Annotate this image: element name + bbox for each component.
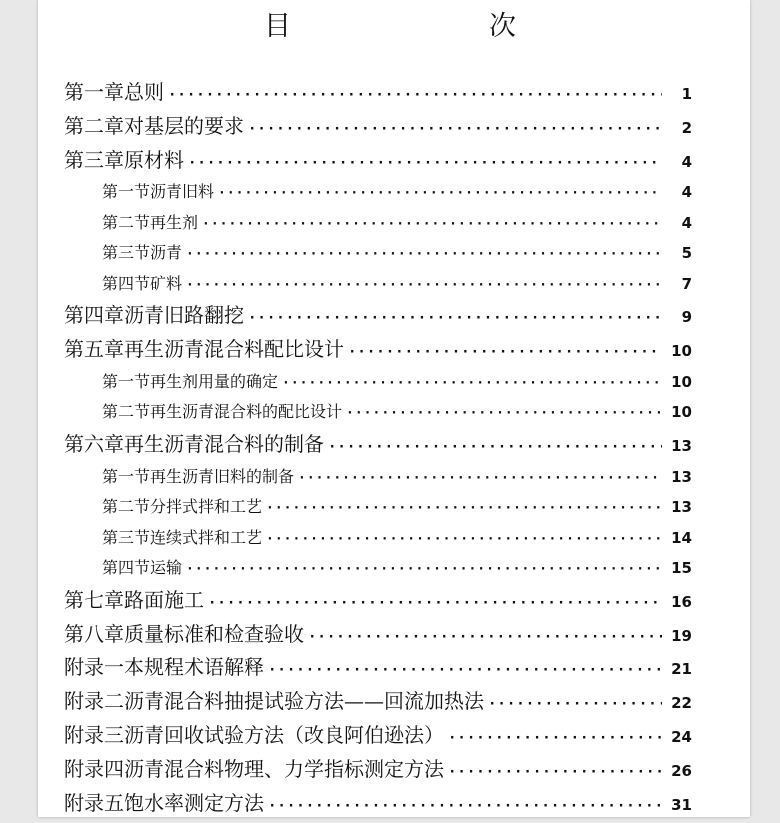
dot-leader [346,399,662,430]
toc-entry-label: 再生沥青混合料配比设计 [124,337,344,362]
dot-leader [348,336,662,370]
toc-entry-label: 饱水率测定方法 [124,790,264,815]
toc-entry-label: 质量标准和检查验收 [124,621,304,646]
toc-entry-label: 沥青旧路翻挖 [124,303,244,328]
dot-leader [208,587,662,621]
toc-entry-page-number: 22 [671,694,692,713]
toc-entry-page-number: 15 [671,559,692,578]
toc-entry-label: 沥青混合料物理、力学指标测定方法 [124,756,444,781]
toc-entry-number: 第六章 [64,431,124,456]
toc-entry[interactable] [64,110,692,144]
dot-leader [488,688,662,722]
toc-entry-number: 第三章 [64,147,124,172]
toc-entry[interactable] [64,208,692,239]
dot-leader [202,210,662,241]
toc-entry-number: 第七章 [64,587,124,612]
dot-leader [328,431,662,465]
toc-entry-label: 再生沥青旧料的制备 [150,466,295,486]
toc-entry[interactable] [64,492,692,523]
toc-entry-number: 附录一 [64,655,124,680]
toc-entry-label: 原材料 [124,147,184,172]
toc-entry-number: 附录五 [64,790,124,815]
dot-leader [188,147,662,181]
dot-leader [448,756,662,790]
toc-entry-page-number: 13 [671,436,692,455]
toc-entry[interactable] [64,651,692,685]
toc-entry[interactable] [64,269,692,300]
toc-entry-number: 第二节 [102,212,151,232]
toc-entry-label: 再生剂 [150,212,199,232]
toc-entry-number: 第一节 [102,182,151,202]
toc-entry-number: 第一章 [64,80,124,104]
toc-entry-number: 第三节 [102,527,151,547]
toc-entry-number: 附录三 [64,722,124,747]
dot-leader [266,494,662,525]
toc-entry[interactable] [64,553,692,584]
toc-entry[interactable] [64,428,692,462]
toc-entry-label: 沥青 [150,243,183,263]
toc-entry-page-number: 31 [671,795,692,814]
toc-entry[interactable] [64,76,692,110]
toc-entry[interactable] [64,618,692,652]
toc-entry-number: 第八章 [64,621,124,646]
toc-entry[interactable] [64,299,692,333]
toc-entry-number: 第二节 [102,497,151,517]
toc-entry-number: 第三节 [102,243,151,263]
dot-leader [268,654,662,688]
toc-entry-page-number: 21 [671,660,692,679]
dot-leader [248,302,662,336]
toc-entry[interactable] [64,719,692,753]
toc-entry-label: 对基层的要求 [124,113,244,138]
toc-entry-page-number: 4 [681,183,692,202]
dot-leader [298,464,662,495]
toc-entry-page-number: 26 [671,761,692,780]
toc-entry[interactable] [64,333,692,367]
toc-entry-number: 附录四 [64,756,124,781]
toc-entry[interactable] [64,397,692,428]
dot-leader [266,525,662,556]
toc-entry-page-number: 10 [671,403,692,422]
toc-entry[interactable] [64,685,692,719]
dot-leader [186,240,662,271]
toc-entry-page-number: 9 [681,308,692,327]
toc-entry-number: 第四节 [102,558,151,578]
toc-entry-page-number: 13 [671,467,692,486]
toc-entry-number: 第四节 [102,273,151,293]
dot-leader [308,621,662,655]
toc-entry-page-number: 7 [681,274,692,293]
dot-leader [168,79,662,113]
toc-entry[interactable] [64,787,692,821]
toc-entry-label: 再生剂用量的确定 [150,371,279,391]
toc-entry[interactable] [64,367,692,398]
toc-entry-number: 第五章 [64,337,124,362]
toc-entry[interactable] [64,238,692,269]
toc-entry-page-number: 13 [671,498,692,517]
dot-leader [268,790,662,823]
toc-entry-label: 再生沥青混合料的配比设计 [150,402,343,422]
toc-entry-label: 分拌式拌和工艺 [150,497,263,517]
page-title: 目 次 [264,11,564,42]
toc-entry-label: 路面施工 [124,587,204,612]
toc-entry-number: 附录二 [64,689,124,714]
dot-leader [448,722,662,756]
document-page [38,0,750,817]
toc-entry-page-number: 14 [671,528,692,547]
toc-entry-page-number: 24 [671,727,692,746]
dot-leader [248,113,662,147]
toc-entry-number: 第一节 [102,371,151,391]
toc-entry-number: 第二节 [102,402,151,422]
toc-entry[interactable] [64,177,692,208]
toc-entry-label: 矿料 [150,273,183,293]
toc-entry-page-number: 16 [671,592,692,611]
toc-entry-label: 沥青回收试验方法（改良阿伯逊法） [124,722,444,747]
toc-entry-number: 第一节 [102,466,151,486]
dot-leader [218,179,662,210]
table-of-contents [64,76,692,820]
toc-entry-label: 连续式拌和工艺 [150,527,263,547]
toc-entry-page-number: 10 [671,342,692,361]
toc-entry-page-number: 10 [671,372,692,391]
dot-leader [186,271,662,302]
toc-entry-page-number: 4 [681,152,692,171]
toc-entry-page-number: 19 [671,626,692,645]
toc-entry-page-number: 5 [681,244,692,263]
toc-entry-page-number: 4 [681,213,692,232]
toc-entry-label: 运输 [150,558,183,578]
toc-entry-label: 总则 [124,80,164,104]
toc-entry[interactable] [64,462,692,493]
toc-entry-label: 沥青旧料 [150,182,215,202]
toc-entry-label: 再生沥青混合料的制备 [124,431,324,456]
toc-entry[interactable] [64,753,692,787]
dot-leader [186,555,662,586]
toc-entry-page-number: 1 [681,85,692,103]
toc-entry-number: 第四章 [64,303,124,328]
toc-entry-page-number: 2 [681,118,692,137]
dot-leader [282,369,662,400]
toc-entry[interactable] [64,144,692,178]
toc-entry[interactable] [64,584,692,618]
toc-entry-label: 本规程术语解释 [124,655,264,680]
toc-entry[interactable] [64,523,692,554]
toc-entry-number: 第二章 [64,113,124,138]
toc-entry-label: 沥青混合料抽提试验方法——回流加热法 [124,689,484,714]
